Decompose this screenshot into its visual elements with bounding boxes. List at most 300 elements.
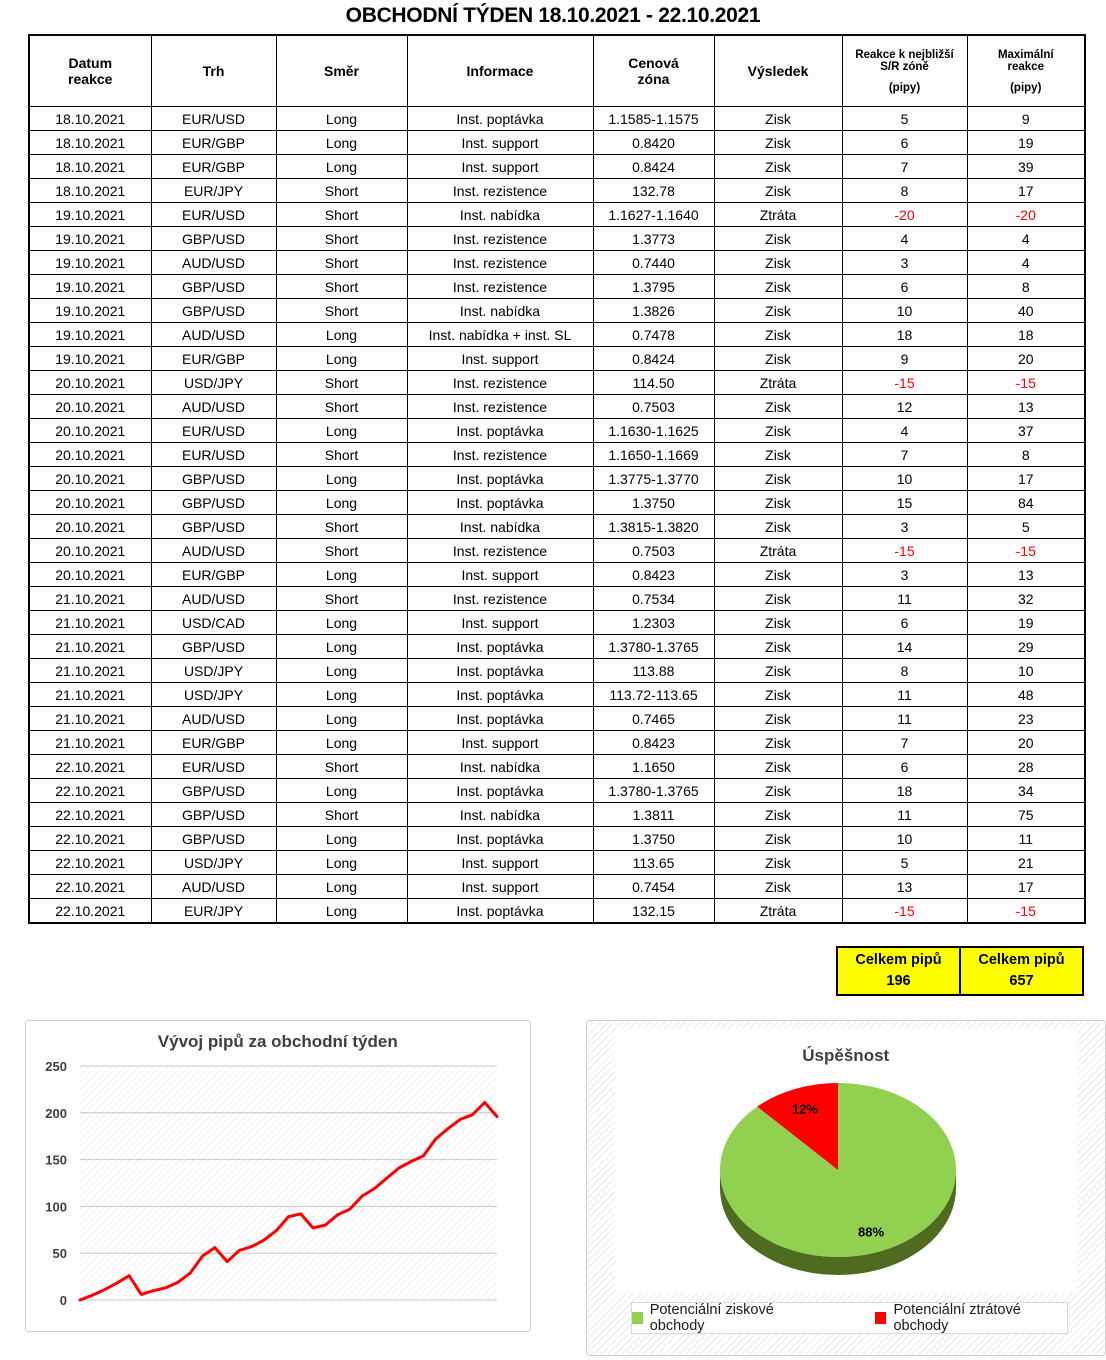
trade-row <box>29 491 1085 515</box>
result-cell: Zisk <box>714 347 842 371</box>
col-header-4: Informace <box>407 35 593 107</box>
date-cell: 20.10.2021 <box>29 515 151 539</box>
trade-row <box>29 203 1085 227</box>
date-cell: 20.10.2021 <box>29 563 151 587</box>
zone-cell: 132.78 <box>593 179 714 203</box>
date-cell: 18.10.2021 <box>29 107 151 131</box>
col-header-3: Směr <box>276 35 407 107</box>
date-cell: 20.10.2021 <box>29 395 151 419</box>
market-cell: GBP/USD <box>151 467 276 491</box>
info-cell: Inst. rezistence <box>407 371 593 395</box>
market-cell: EUR/USD <box>151 443 276 467</box>
direction-cell: Long <box>276 683 407 707</box>
info-cell: Inst. nabídka <box>407 803 593 827</box>
market-cell: GBP/USD <box>151 275 276 299</box>
direction-cell: Short <box>276 803 407 827</box>
max-reaction-pips-cell: 13 <box>967 395 1085 419</box>
result-cell: Zisk <box>714 731 842 755</box>
max-reaction-pips-cell: 4 <box>967 227 1085 251</box>
zone-cell: 1.3780-1.3765 <box>593 779 714 803</box>
reaction-pips-cell: 3 <box>842 515 967 539</box>
total-pips-sr-zone <box>838 948 959 994</box>
info-cell: Inst. poptávka <box>407 827 593 851</box>
direction-cell: Long <box>276 419 407 443</box>
direction-cell: Long <box>276 851 407 875</box>
reaction-pips-cell: 18 <box>842 323 967 347</box>
reaction-pips-cell: 10 <box>842 467 967 491</box>
max-reaction-pips-cell: 19 <box>967 131 1085 155</box>
max-reaction-pips-cell: 37 <box>967 419 1085 443</box>
zone-cell: 1.1585-1.1575 <box>593 107 714 131</box>
date-cell: 20.10.2021 <box>29 467 151 491</box>
result-cell: Zisk <box>714 155 842 179</box>
info-cell: Inst. rezistence <box>407 443 593 467</box>
trade-row <box>29 443 1085 467</box>
direction-cell: Short <box>276 275 407 299</box>
date-cell: 21.10.2021 <box>29 635 151 659</box>
trade-row <box>29 179 1085 203</box>
line-chart-title: Vývoj pipů za obchodní týden <box>26 1032 530 1052</box>
direction-cell: Long <box>276 659 407 683</box>
reaction-pips-cell: 5 <box>842 107 967 131</box>
max-reaction-pips-cell: 48 <box>967 683 1085 707</box>
date-cell: 19.10.2021 <box>29 347 151 371</box>
max-reaction-pips-cell: 20 <box>967 731 1085 755</box>
reaction-pips-cell: 8 <box>842 659 967 683</box>
legend-green-swatch-icon <box>632 1312 643 1324</box>
direction-cell: Short <box>276 251 407 275</box>
result-cell: Zisk <box>714 227 842 251</box>
reaction-pips-cell: 12 <box>842 395 967 419</box>
date-cell: 21.10.2021 <box>29 707 151 731</box>
direction-cell: Short <box>276 587 407 611</box>
result-cell: Zisk <box>714 467 842 491</box>
market-cell: EUR/GBP <box>151 347 276 371</box>
reaction-pips-cell: 15 <box>842 491 967 515</box>
zone-cell: 113.65 <box>593 851 714 875</box>
result-cell: Zisk <box>714 755 842 779</box>
zone-cell: 0.7478 <box>593 323 714 347</box>
max-reaction-pips-cell: 84 <box>967 491 1085 515</box>
legend-loss-label: Potenciální ztrátové obchody <box>893 1302 1067 1334</box>
max-reaction-pips-cell: 8 <box>967 443 1085 467</box>
result-cell: Zisk <box>714 827 842 851</box>
date-cell: 22.10.2021 <box>29 755 151 779</box>
info-cell: Inst. poptávka <box>407 107 593 131</box>
reaction-pips-cell: 3 <box>842 251 967 275</box>
direction-cell: Long <box>276 731 407 755</box>
info-cell: Inst. support <box>407 563 593 587</box>
trade-row <box>29 515 1085 539</box>
market-cell: EUR/GBP <box>151 731 276 755</box>
info-cell: Inst. support <box>407 347 593 371</box>
date-cell: 22.10.2021 <box>29 779 151 803</box>
reaction-pips-cell: 7 <box>842 443 967 467</box>
date-cell: 20.10.2021 <box>29 371 151 395</box>
trade-row <box>29 851 1085 875</box>
date-cell: 21.10.2021 <box>29 731 151 755</box>
date-cell: 18.10.2021 <box>29 131 151 155</box>
market-cell: USD/JPY <box>151 659 276 683</box>
trade-row <box>29 395 1085 419</box>
totals-row <box>28 946 1084 996</box>
direction-cell: Long <box>276 635 407 659</box>
zone-cell: 0.7534 <box>593 587 714 611</box>
result-cell: Zisk <box>714 683 842 707</box>
legend-profit-label: Potenciální ziskové obchody <box>650 1302 821 1334</box>
zone-cell: 0.7503 <box>593 395 714 419</box>
max-reaction-pips-cell: 8 <box>967 275 1085 299</box>
market-cell: AUD/USD <box>151 539 276 563</box>
zone-cell: 132.15 <box>593 899 714 924</box>
date-cell: 22.10.2021 <box>29 875 151 899</box>
direction-cell: Short <box>276 371 407 395</box>
result-cell: Zisk <box>714 395 842 419</box>
svg-text:200: 200 <box>45 1106 67 1121</box>
date-cell: 20.10.2021 <box>29 419 151 443</box>
date-cell: 20.10.2021 <box>29 539 151 563</box>
max-reaction-pips-cell: 21 <box>967 851 1085 875</box>
trade-row <box>29 563 1085 587</box>
market-cell: GBP/USD <box>151 299 276 323</box>
date-cell: 22.10.2021 <box>29 827 151 851</box>
reaction-pips-cell: 13 <box>842 875 967 899</box>
max-reaction-pips-cell: -15 <box>967 539 1085 563</box>
market-cell: USD/JPY <box>151 371 276 395</box>
result-cell: Zisk <box>714 179 842 203</box>
reaction-pips-cell: 7 <box>842 155 967 179</box>
svg-text:250: 250 <box>45 1059 67 1074</box>
info-cell: Inst. nabídka <box>407 515 593 539</box>
zone-cell: 1.1627-1.1640 <box>593 203 714 227</box>
date-cell: 20.10.2021 <box>29 443 151 467</box>
total-sr-value: 196 <box>886 971 910 992</box>
col-header-8: Maximální reakce (pipy) <box>967 35 1085 107</box>
col-header-2: Trh <box>151 35 276 107</box>
info-cell: Inst. support <box>407 611 593 635</box>
reaction-pips-cell: 7 <box>842 731 967 755</box>
trade-row <box>29 683 1085 707</box>
result-cell: Zisk <box>714 275 842 299</box>
info-cell: Inst. support <box>407 731 593 755</box>
trade-row <box>29 827 1085 851</box>
info-cell: Inst. poptávka <box>407 491 593 515</box>
market-cell: EUR/GBP <box>151 155 276 179</box>
info-cell: Inst. poptávka <box>407 419 593 443</box>
total-max-value: 657 <box>1009 971 1033 992</box>
zone-cell: 0.7454 <box>593 875 714 899</box>
info-cell: Inst. poptávka <box>407 707 593 731</box>
result-cell: Ztráta <box>714 539 842 563</box>
trade-row <box>29 755 1085 779</box>
trade-row <box>29 899 1085 924</box>
max-reaction-pips-cell: -15 <box>967 899 1085 924</box>
zone-cell: 0.8423 <box>593 731 714 755</box>
info-cell: Inst. poptávka <box>407 659 593 683</box>
max-reaction-pips-cell: 19 <box>967 611 1085 635</box>
result-cell: Ztráta <box>714 371 842 395</box>
line-chart-plot <box>26 1052 526 1318</box>
market-cell: USD/JPY <box>151 683 276 707</box>
result-cell: Zisk <box>714 131 842 155</box>
zone-cell: 113.72-113.65 <box>593 683 714 707</box>
market-cell: EUR/GBP <box>151 563 276 587</box>
direction-cell: Short <box>276 203 407 227</box>
result-cell: Zisk <box>714 587 842 611</box>
date-cell: 18.10.2021 <box>29 155 151 179</box>
zone-cell: 0.8420 <box>593 131 714 155</box>
col-header-7: Reakce k nejbližší S/R zóně (pipy) <box>842 35 967 107</box>
date-cell: 19.10.2021 <box>29 275 151 299</box>
trade-row <box>29 467 1085 491</box>
max-reaction-pips-cell: 17 <box>967 875 1085 899</box>
market-cell: EUR/USD <box>151 755 276 779</box>
reaction-pips-cell: 11 <box>842 803 967 827</box>
svg-text:0: 0 <box>60 1293 67 1308</box>
result-cell: Zisk <box>714 299 842 323</box>
direction-cell: Short <box>276 299 407 323</box>
legend-item-loss <box>875 1302 1067 1334</box>
zone-cell: 1.1650 <box>593 755 714 779</box>
reaction-pips-cell: 11 <box>842 587 967 611</box>
info-cell: Inst. poptávka <box>407 899 593 924</box>
max-reaction-pips-cell: 17 <box>967 467 1085 491</box>
col-header-5: Cenová zóna <box>593 35 714 107</box>
zone-cell: 1.3826 <box>593 299 714 323</box>
svg-text:100: 100 <box>45 1199 67 1214</box>
info-cell: Inst. support <box>407 131 593 155</box>
info-cell: Inst. rezistence <box>407 179 593 203</box>
info-cell: Inst. nabídka + inst. SL <box>407 323 593 347</box>
info-cell: Inst. support <box>407 851 593 875</box>
market-cell: GBP/USD <box>151 227 276 251</box>
result-cell: Zisk <box>714 107 842 131</box>
reaction-pips-cell: 14 <box>842 635 967 659</box>
info-cell: Inst. poptávka <box>407 779 593 803</box>
max-reaction-pips-cell: 29 <box>967 635 1085 659</box>
market-cell: AUD/USD <box>151 587 276 611</box>
zone-cell: 1.3775-1.3770 <box>593 467 714 491</box>
result-cell: Zisk <box>714 491 842 515</box>
result-cell: Zisk <box>714 659 842 683</box>
info-cell: Inst. poptávka <box>407 635 593 659</box>
market-cell: GBP/USD <box>151 491 276 515</box>
direction-cell: Long <box>276 707 407 731</box>
zone-cell: 1.2303 <box>593 611 714 635</box>
line-chart <box>25 1020 531 1332</box>
market-cell: GBP/USD <box>151 827 276 851</box>
max-reaction-pips-cell: 4 <box>967 251 1085 275</box>
max-reaction-pips-cell: 28 <box>967 755 1085 779</box>
col-header-1: Datum reakce <box>29 35 151 107</box>
reaction-pips-cell: 11 <box>842 683 967 707</box>
direction-cell: Long <box>276 563 407 587</box>
trades-table <box>28 34 1086 924</box>
reaction-pips-cell: -15 <box>842 539 967 563</box>
market-cell: AUD/USD <box>151 875 276 899</box>
direction-cell: Long <box>276 467 407 491</box>
direction-cell: Short <box>276 395 407 419</box>
legend-item-profit <box>632 1302 821 1334</box>
trade-row <box>29 659 1085 683</box>
info-cell: Inst. rezistence <box>407 227 593 251</box>
max-reaction-pips-cell: -20 <box>967 203 1085 227</box>
market-cell: AUD/USD <box>151 395 276 419</box>
reaction-pips-cell: 6 <box>842 611 967 635</box>
zone-cell: 1.3750 <box>593 827 714 851</box>
trade-row <box>29 155 1085 179</box>
trade-row <box>29 875 1085 899</box>
result-cell: Zisk <box>714 323 842 347</box>
info-cell: Inst. nabídka <box>407 203 593 227</box>
date-cell: 19.10.2021 <box>29 251 151 275</box>
reaction-pips-cell: 6 <box>842 275 967 299</box>
result-cell: Zisk <box>714 443 842 467</box>
max-reaction-pips-cell: 40 <box>967 299 1085 323</box>
max-reaction-pips-cell: 75 <box>967 803 1085 827</box>
info-cell: Inst. rezistence <box>407 275 593 299</box>
reaction-pips-cell: -20 <box>842 203 967 227</box>
trade-row <box>29 323 1085 347</box>
pie-chart-plot <box>587 1057 1106 1299</box>
direction-cell: Long <box>276 827 407 851</box>
result-cell: Zisk <box>714 635 842 659</box>
zone-cell: 0.7503 <box>593 539 714 563</box>
reaction-pips-cell: 4 <box>842 227 967 251</box>
zone-cell: 1.1650-1.1669 <box>593 443 714 467</box>
total-sr-label: Celkem pipů <box>855 950 941 971</box>
info-cell: Inst. nabídka <box>407 755 593 779</box>
direction-cell: Long <box>276 155 407 179</box>
result-cell: Zisk <box>714 875 842 899</box>
zone-cell: 1.3811 <box>593 803 714 827</box>
zone-cell: 0.8424 <box>593 347 714 371</box>
max-reaction-pips-cell: 34 <box>967 779 1085 803</box>
result-cell: Ztráta <box>714 899 842 924</box>
svg-text:150: 150 <box>45 1153 67 1168</box>
date-cell: 19.10.2021 <box>29 227 151 251</box>
date-cell: 22.10.2021 <box>29 803 151 827</box>
market-cell: EUR/USD <box>151 107 276 131</box>
pie-chart-title: Úspěšnost <box>587 1046 1106 1066</box>
zone-cell: 0.7440 <box>593 251 714 275</box>
zone-cell: 1.3773 <box>593 227 714 251</box>
date-cell: 19.10.2021 <box>29 203 151 227</box>
max-reaction-pips-cell: 39 <box>967 155 1085 179</box>
market-cell: GBP/USD <box>151 779 276 803</box>
reaction-pips-cell: 18 <box>842 779 967 803</box>
info-cell: Inst. support <box>407 155 593 179</box>
legend-red-swatch-icon <box>875 1312 886 1324</box>
info-cell: Inst. support <box>407 875 593 899</box>
max-reaction-pips-cell: 5 <box>967 515 1085 539</box>
info-cell: Inst. poptávka <box>407 467 593 491</box>
date-cell: 21.10.2021 <box>29 611 151 635</box>
reaction-pips-cell: 6 <box>842 131 967 155</box>
svg-text:12%: 12% <box>791 1102 817 1117</box>
market-cell: EUR/JPY <box>151 899 276 924</box>
trade-row <box>29 107 1085 131</box>
trade-row <box>29 347 1085 371</box>
direction-cell: Short <box>276 539 407 563</box>
col-header-6: Výsledek <box>714 35 842 107</box>
pie-chart <box>586 1020 1106 1356</box>
max-reaction-pips-cell: 17 <box>967 179 1085 203</box>
date-cell: 21.10.2021 <box>29 683 151 707</box>
reaction-pips-cell: 3 <box>842 563 967 587</box>
date-cell: 19.10.2021 <box>29 323 151 347</box>
market-cell: GBP/USD <box>151 635 276 659</box>
max-reaction-pips-cell: 10 <box>967 659 1085 683</box>
zone-cell: 1.3815-1.3820 <box>593 515 714 539</box>
info-cell: Inst. rezistence <box>407 395 593 419</box>
reaction-pips-cell: -15 <box>842 899 967 924</box>
trade-row <box>29 611 1085 635</box>
trade-row <box>29 731 1085 755</box>
zone-cell: 0.8423 <box>593 563 714 587</box>
direction-cell: Long <box>276 131 407 155</box>
date-cell: 21.10.2021 <box>29 587 151 611</box>
date-cell: 21.10.2021 <box>29 659 151 683</box>
trade-row <box>29 419 1085 443</box>
info-cell: Inst. poptávka <box>407 683 593 707</box>
info-cell: Inst. rezistence <box>407 539 593 563</box>
max-reaction-pips-cell: 9 <box>967 107 1085 131</box>
result-cell: Zisk <box>714 419 842 443</box>
result-cell: Ztráta <box>714 203 842 227</box>
max-reaction-pips-cell: 11 <box>967 827 1085 851</box>
market-cell: AUD/USD <box>151 323 276 347</box>
market-cell: EUR/JPY <box>151 179 276 203</box>
zone-cell: 1.3780-1.3765 <box>593 635 714 659</box>
reaction-pips-cell: 5 <box>842 851 967 875</box>
zone-cell: 1.1630-1.1625 <box>593 419 714 443</box>
reaction-pips-cell: 6 <box>842 755 967 779</box>
reaction-pips-cell: 4 <box>842 419 967 443</box>
market-cell: EUR/USD <box>151 419 276 443</box>
direction-cell: Long <box>276 899 407 924</box>
trade-row <box>29 587 1085 611</box>
svg-text:88%: 88% <box>857 1224 883 1239</box>
result-cell: Zisk <box>714 515 842 539</box>
result-cell: Zisk <box>714 851 842 875</box>
info-cell: Inst. rezistence <box>407 587 593 611</box>
market-cell: EUR/USD <box>151 203 276 227</box>
trade-row <box>29 275 1085 299</box>
charts-section <box>25 1020 1106 1356</box>
direction-cell: Long <box>276 611 407 635</box>
zone-cell: 0.7465 <box>593 707 714 731</box>
direction-cell: Long <box>276 347 407 371</box>
info-cell: Inst. nabídka <box>407 299 593 323</box>
direction-cell: Long <box>276 875 407 899</box>
date-cell: 18.10.2021 <box>29 179 151 203</box>
max-reaction-pips-cell: 20 <box>967 347 1085 371</box>
market-cell: GBP/USD <box>151 515 276 539</box>
direction-cell: Short <box>276 755 407 779</box>
trade-row <box>29 371 1085 395</box>
total-pips-max <box>959 948 1082 994</box>
market-cell: EUR/GBP <box>151 131 276 155</box>
zone-cell: 1.3750 <box>593 491 714 515</box>
trade-row <box>29 539 1085 563</box>
trade-row <box>29 779 1085 803</box>
date-cell: 22.10.2021 <box>29 899 151 924</box>
direction-cell: Long <box>276 779 407 803</box>
page-title: OBCHODNÍ TÝDEN 18.10.2021 - 22.10.2021 <box>0 4 1106 28</box>
max-reaction-pips-cell: 13 <box>967 563 1085 587</box>
table-header-row <box>29 35 1085 107</box>
